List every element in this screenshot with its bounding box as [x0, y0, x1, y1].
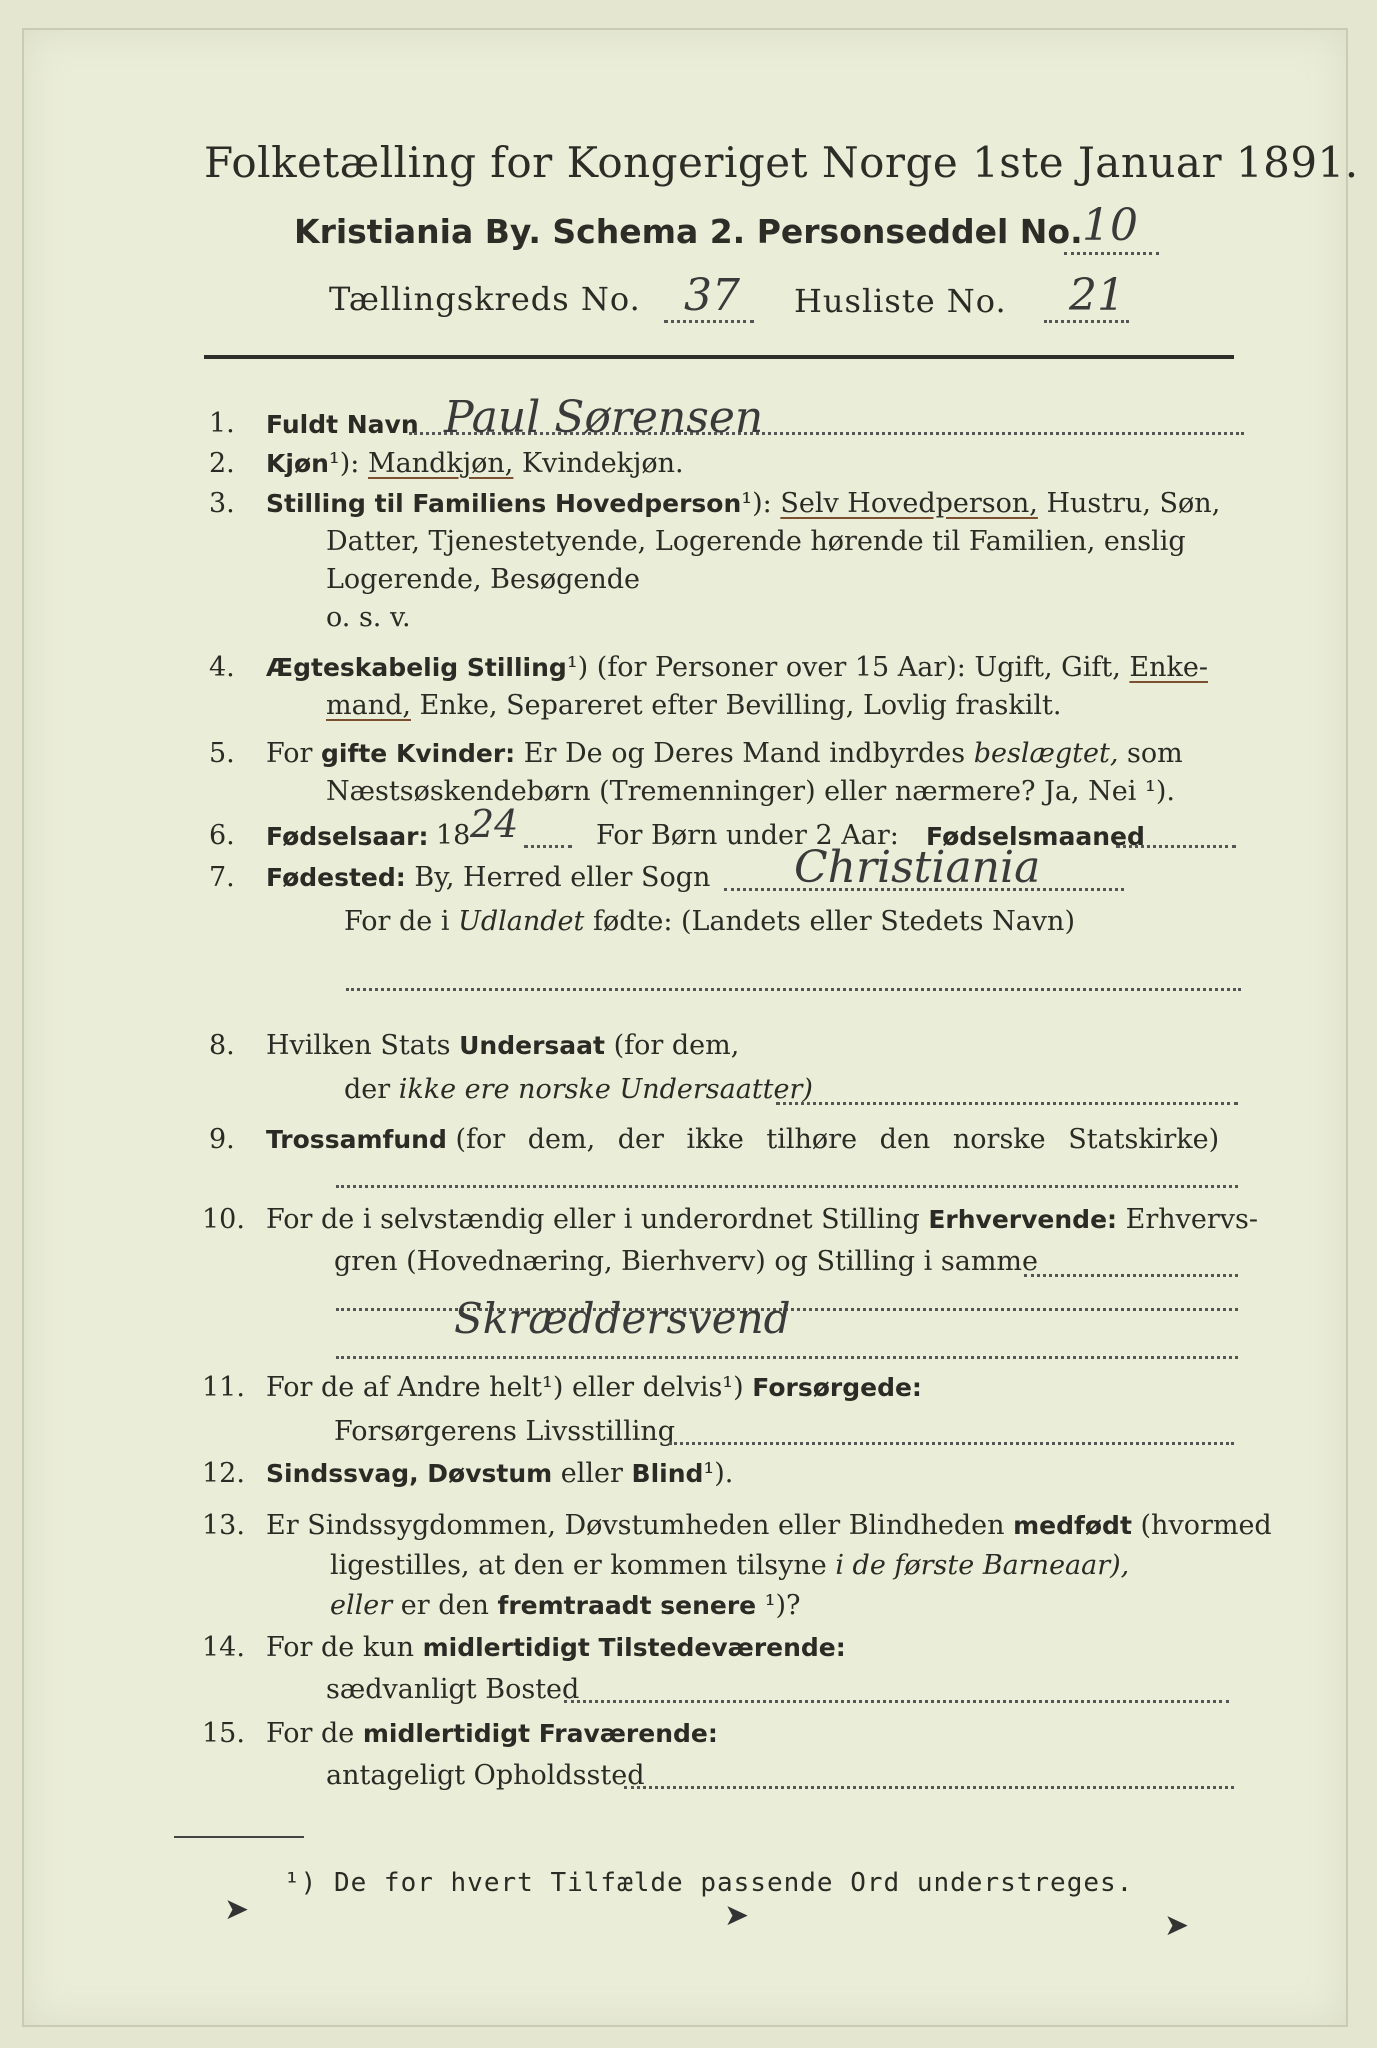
- q15-number: 15.: [202, 1718, 245, 1749]
- q7-abroad-dotted-line: [346, 988, 1241, 991]
- q5-label: gifte Kvinder:: [321, 739, 516, 768]
- q2-number: 2.: [209, 448, 235, 479]
- q14-number: 14.: [202, 1632, 245, 1663]
- q13-line3-tail: ¹)?: [764, 1590, 801, 1621]
- q4-line2: [326, 690, 1061, 721]
- q12-tail: ¹).: [703, 1458, 734, 1489]
- q13-line3-italic: eller: [330, 1590, 393, 1621]
- q1-answer-name: Paul Sørensen: [444, 392, 764, 443]
- q11-line1: [266, 1372, 922, 1403]
- q8-label: Undersaat: [459, 1031, 605, 1060]
- q10-answer-occupation: Skræddersvend: [454, 1294, 791, 1343]
- q2-line: [266, 448, 684, 479]
- q11-dotted-line: [669, 1442, 1234, 1445]
- q13-line3-pre: er den: [400, 1590, 489, 1621]
- q15-line2: antageligt Opholdssted: [326, 1760, 645, 1791]
- q5-line2: Næstsøskendebørn (Tremenninger) eller nærmere? Ja, Nei ¹).: [326, 776, 1175, 807]
- q7-line2-pre: For de i: [344, 906, 450, 937]
- q9-dotted-line: [336, 1185, 1238, 1188]
- header-rule: [204, 355, 1234, 359]
- q11-pre: For de af Andre helt¹) eller delvis¹): [266, 1372, 744, 1403]
- q5-italic: beslægtet,: [973, 738, 1119, 769]
- q13-number: 13.: [202, 1510, 245, 1541]
- census-form-sheet: [22, 28, 1359, 2027]
- q8-line2-italic: ikke ere norske Undersaatter): [398, 1074, 813, 1105]
- husliste-label: Husliste No.: [794, 282, 1007, 320]
- q13-pre: Er Sindssygdommen, Døvstumheden eller Blindheden: [266, 1510, 1005, 1541]
- q6-answer-year: 24: [470, 802, 519, 846]
- q6-text: For Børn under 2 Aar:: [596, 820, 899, 851]
- q10-label: Erhvervende:: [928, 1205, 1118, 1234]
- q7-line2: [344, 906, 1075, 937]
- q7-label: Fødested:: [266, 863, 406, 892]
- q8-dotted-line: [776, 1102, 1238, 1105]
- q13-label: medfødt: [1013, 1511, 1132, 1540]
- q9-rest: (for dem, der ikke tilhøre den norske Statskirke): [455, 1124, 1220, 1155]
- q11-label: Forsørgede:: [752, 1373, 922, 1402]
- q6-label2: Fødselsmaaned: [926, 822, 1145, 851]
- q10-line2: gren (Hovednæring, Bierhverv) og Stilling i samme: [334, 1246, 1039, 1277]
- q12-mid: eller: [560, 1458, 623, 1489]
- q3-line2: Datter, Tjenestetyende, Logerende hørende til Familien, enslig: [326, 526, 1186, 557]
- q8-rest: (for dem,: [613, 1030, 740, 1061]
- q9-number: 9.: [209, 1124, 235, 1155]
- q13-rest: (hvormed: [1140, 1510, 1272, 1541]
- q5-text: Er De og Deres Mand indbyrdes: [523, 738, 966, 769]
- q10-line1: [266, 1204, 1258, 1235]
- q11-number: 11.: [202, 1372, 245, 1403]
- form-title: Folketælling for Kongeriget Norge 1ste Januar 1891.: [204, 138, 1359, 187]
- q8-pre: Hvilken Stats: [266, 1030, 451, 1061]
- q12-number: 12.: [202, 1458, 245, 1489]
- husliste-number: 21: [1069, 270, 1125, 321]
- q3-label: Stilling til Familiens Hovedperson: [266, 489, 742, 518]
- decorative-arrow-center-icon: ➤: [724, 1898, 750, 1933]
- personseddel-dotted-line: [1064, 252, 1159, 255]
- q3-line4: o. s. v.: [326, 602, 411, 633]
- husliste-dotted-line: [1044, 320, 1129, 323]
- q4-option-selected-b: mand,: [326, 690, 411, 721]
- q8-number: 8.: [209, 1030, 235, 1061]
- q3-options-rest: Hustru, Søn,: [1046, 488, 1221, 519]
- q15-dotted-line: [624, 1786, 1234, 1789]
- q13-line2-italic: i de første Barneaar),: [835, 1550, 1130, 1581]
- q10-dotted-line-c: [336, 1356, 1238, 1359]
- q15-label: midlertidigt Fraværende:: [362, 1719, 718, 1748]
- q13-line3-label: fremtraadt senere: [497, 1591, 757, 1620]
- q4-option-selected-a: Enke-: [1129, 652, 1208, 683]
- q4-options: (for Personer over 15 Aar): Ugift, Gift,: [596, 652, 1121, 683]
- q1-label: Fuldt Navn: [266, 410, 419, 439]
- q11-line2: Forsørgerens Livsstilling: [334, 1416, 676, 1447]
- q3-option-selected: Selv Hovedperson,: [780, 488, 1038, 519]
- q10-pre: For de i selvstændig eller i underordnet Stilling: [266, 1204, 920, 1235]
- q9-line1: [266, 1124, 1219, 1155]
- q7-line2-italic: Udlandet: [458, 906, 585, 937]
- q13-line2: [330, 1550, 1129, 1581]
- q7-line2-rest: fødte: (Landets eller Stedets Navn): [592, 906, 1075, 937]
- q4-line1: [266, 652, 1208, 683]
- footnote-rule: [174, 1836, 304, 1838]
- q9-label: Trossamfund: [266, 1125, 447, 1154]
- q2-option-mandkjon: Mandkjøn,: [367, 448, 514, 479]
- q10-dotted-line-a: [1024, 1274, 1238, 1277]
- q4-options-rest: Enke, Separeret efter Bevilling, Lovlig fraskilt.: [419, 690, 1062, 721]
- q6-label: Fødselsaar:: [266, 822, 429, 851]
- krets-label: Tællingskreds No.: [329, 280, 641, 318]
- q7-text: By, Herred eller Sogn: [414, 862, 711, 893]
- q5-pre: For: [266, 738, 313, 769]
- q1-number: 1.: [209, 408, 235, 439]
- krets-number: 37: [684, 270, 740, 321]
- q7-answer-place: Christiania: [794, 842, 1041, 893]
- q4-number: 4.: [209, 652, 235, 683]
- q6-number: 6.: [209, 820, 235, 851]
- q6-prefix: 18: [436, 820, 471, 851]
- q8-line2-pre: der: [344, 1074, 391, 1105]
- q3-sup: ¹):: [741, 488, 772, 519]
- q15-line1: [266, 1718, 718, 1749]
- q6-month-dotted-line: [1116, 845, 1236, 848]
- q6-dotted-line: [524, 845, 572, 848]
- q14-pre: For de kun: [266, 1632, 414, 1663]
- q13-line3: [330, 1590, 801, 1621]
- q7-line1: [266, 862, 710, 893]
- q3-line1: [266, 488, 1220, 519]
- q13-line2-pre: ligestilles, at den er kommen tilsyne: [330, 1550, 827, 1581]
- q15-pre: For de: [266, 1718, 355, 1749]
- q5-number: 5.: [209, 738, 235, 769]
- q14-label: midlertidigt Tilstedeværende:: [422, 1633, 846, 1662]
- personseddel-number: 10: [1082, 200, 1138, 251]
- q14-line2: sædvanligt Bosted: [326, 1674, 580, 1705]
- q4-sup: ¹): [566, 652, 589, 683]
- q12-label: Sindssvag, Døvstum: [266, 1459, 553, 1488]
- q3-number: 3.: [209, 488, 235, 519]
- decorative-arrow-left-icon: ➤: [224, 1892, 250, 1927]
- q10-rest: Erhvervs-: [1125, 1204, 1259, 1235]
- q14-line1: [266, 1632, 846, 1663]
- q4-label: Ægteskabelig Stilling: [266, 653, 567, 682]
- q10-number: 10.: [202, 1204, 245, 1235]
- q7-number: 7.: [209, 862, 235, 893]
- form-subtitle: Kristiania By. Schema 2. Personseddel No.: [294, 212, 1083, 251]
- q5-line1: [266, 738, 1183, 769]
- q2-sup: ¹):: [328, 448, 360, 479]
- q8-line1: [266, 1030, 739, 1061]
- q2-label: Kjøn: [266, 449, 329, 478]
- krets-dotted-line: [664, 320, 754, 323]
- q8-line2: [344, 1074, 813, 1105]
- q14-dotted-line: [564, 1700, 1229, 1703]
- footnote-text: ¹) De for hvert Tilfælde passende Ord understreges.: [284, 1868, 1134, 1898]
- q12-line1: [266, 1458, 733, 1489]
- decorative-arrow-right-icon: ➤: [1164, 1908, 1190, 1943]
- q13-line1: [266, 1510, 1272, 1541]
- q5-tail: som: [1127, 738, 1183, 769]
- q12-label2: Blind: [631, 1459, 704, 1488]
- q3-line3: Logerende, Besøgende: [326, 564, 640, 595]
- q2-option-kvindekjon: Kvindekjøn.: [521, 448, 684, 479]
